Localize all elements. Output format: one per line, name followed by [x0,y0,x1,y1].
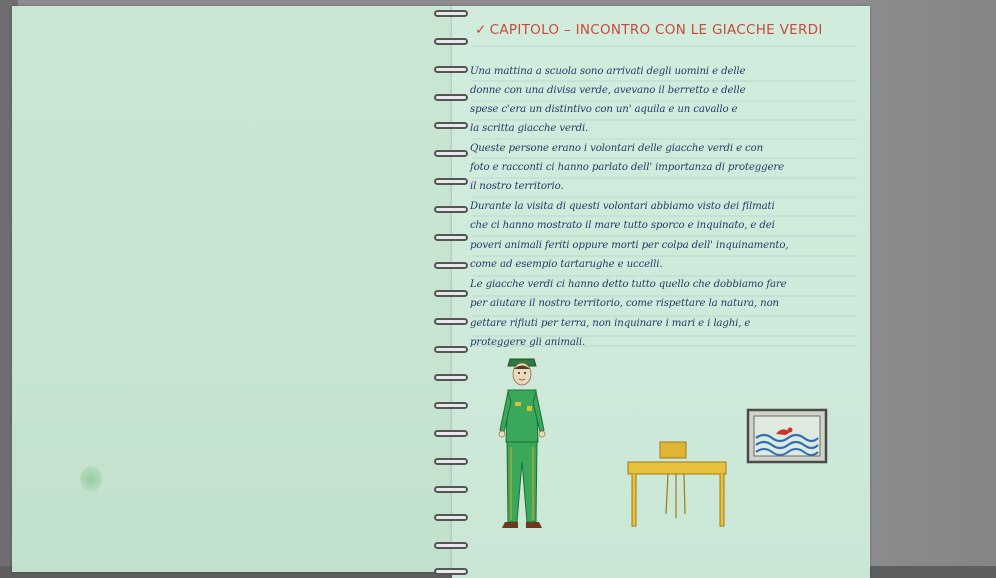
spiral-ring [434,374,468,381]
page-stain [80,466,102,492]
spiral-ring [434,542,468,549]
text-line: foto e racconti ci hanno parlato dell' importanza di proteggere [470,162,785,173]
chapter-title [475,22,823,38]
spiral-ring [434,150,468,157]
spiral-ring [434,262,468,269]
spiral-ring [434,66,468,73]
yellow-table-drawing [622,440,734,532]
text-line: Queste persone erano i volontari delle giacche verdi e con [470,143,763,154]
spiral-ring [434,290,468,297]
text-line: per aiutare il nostro territorio, come rispettare la natura, non [470,298,779,309]
text-line: Le giacche verdi ci hanno detto tutto quello che dobbiamo fare [470,279,787,290]
text-line: Durante la visita di questi volontari abbiamo visto dei filmati [470,201,775,212]
text-line: spese c'era un distintivo con un' aquila e un cavallo e [470,104,738,115]
text-line: gettare rifiuti per terra, non inquinare i mari e i laghi, e [470,318,751,329]
text-line: donne con una divisa verde, avevano il berretto e delle [470,85,746,96]
spiral-binding [434,0,474,578]
spiral-ring [434,514,468,521]
spiral-ring [434,346,468,353]
spiral-ring [434,430,468,437]
text-line: che ci hanno mostrato il mare tutto sporco e inquinato, e dei [470,220,775,231]
spiral-ring [434,568,468,575]
green-jacket-volunteer-drawing [490,352,554,538]
spiral-ring [434,178,468,185]
spiral-ring [434,38,468,45]
spiral-ring [434,458,468,465]
spiral-ring [434,10,468,17]
spiral-ring [434,486,468,493]
spiral-ring [434,402,468,409]
check-mark-icon: ✓ [475,22,487,38]
framed-sea-picture-drawing [746,408,828,464]
text-line: proteggere gli animali. [470,337,586,348]
spiral-ring [434,318,468,325]
text-line: la scritta giacche verdi. [470,123,589,134]
text-line: come ad esempio tartarughe e uccelli. [470,259,663,270]
chapter-title-text: CAPITOLO – INCONTRO CON LE GIACCHE VERDI [489,22,823,38]
spiral-ring [434,122,468,129]
text-line: il nostro territorio. [470,181,564,192]
table-surface-right [862,0,996,578]
text-line: Una mattina a scuola sono arrivati degli uomini e delle [470,66,746,77]
text-line: poveri animali feriti oppure morti per colpa dell' inquinamento, [470,240,789,251]
notebook-left-page [12,6,452,572]
spiral-ring [434,206,468,213]
spiral-ring [434,234,468,241]
spiral-ring [434,94,468,101]
